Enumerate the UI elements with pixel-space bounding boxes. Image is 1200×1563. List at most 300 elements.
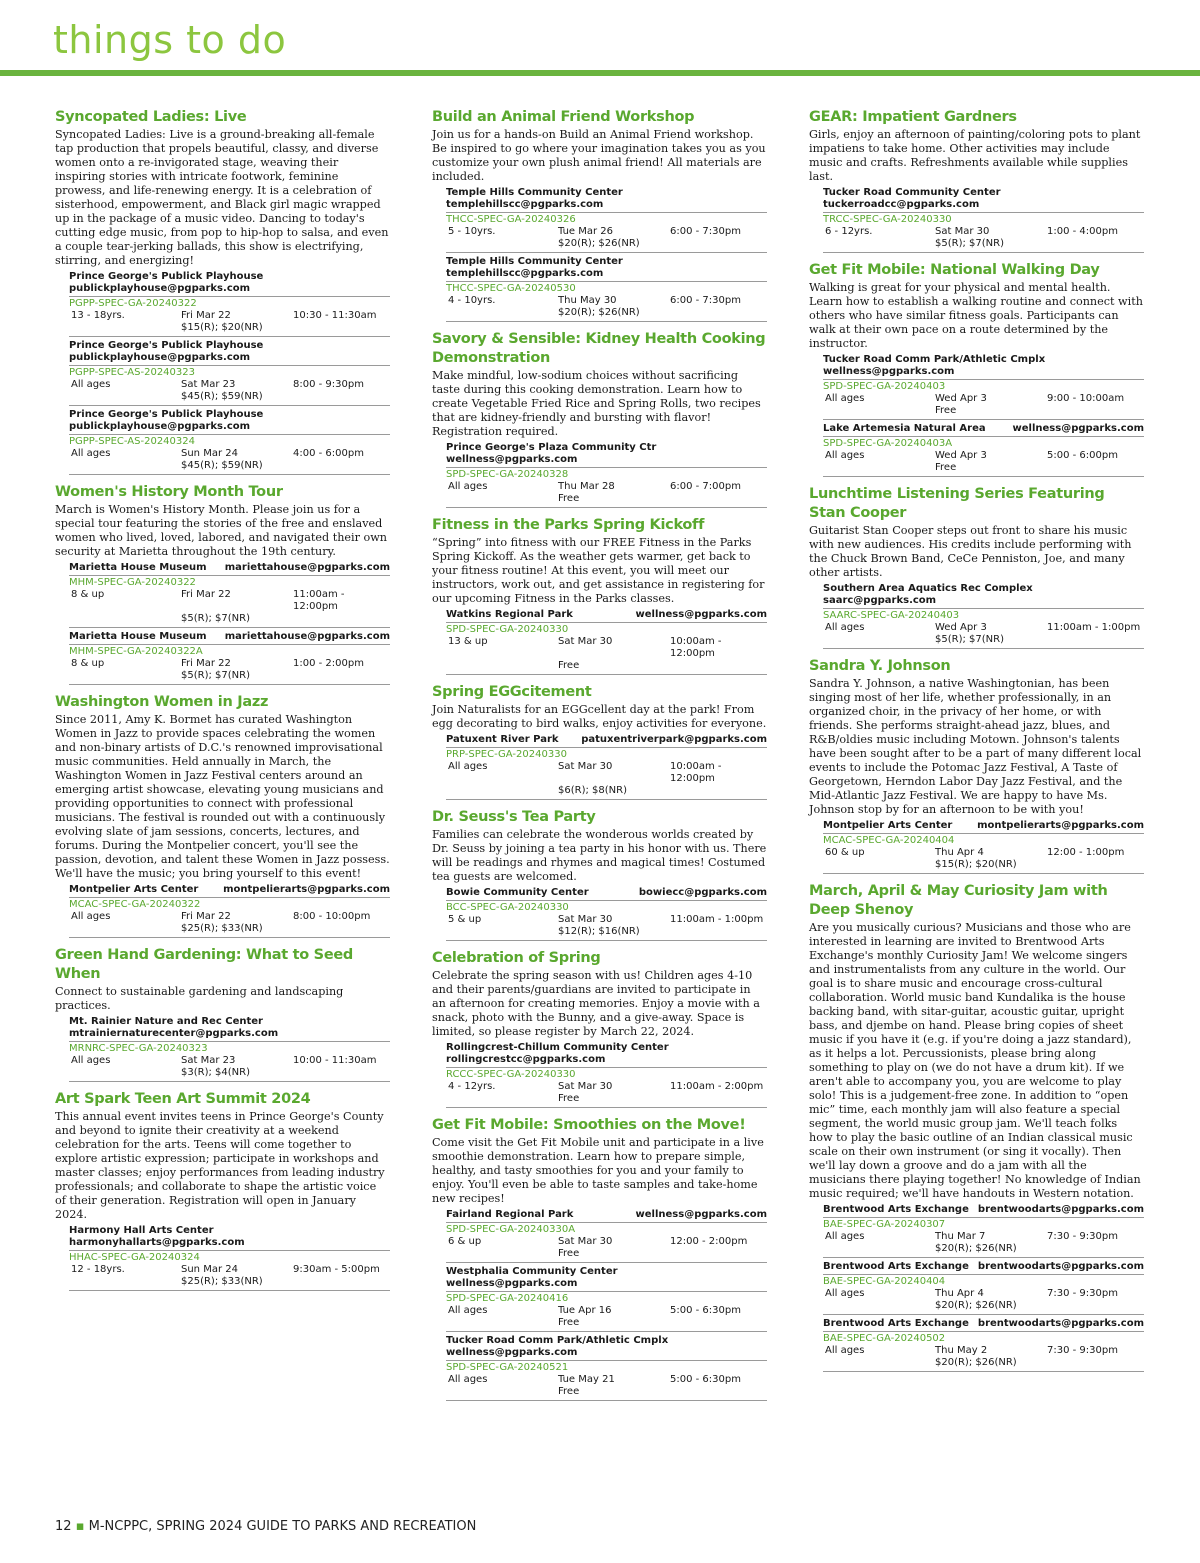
session-date: Wed Apr 3	[935, 393, 987, 404]
session-block	[69, 340, 390, 406]
activity-code: SPD-SPEC-GA-20240416	[446, 1291, 767, 1305]
venue-email[interactable]: brentwoodarts@pgparks.com	[977, 1261, 1144, 1272]
venue-name: Fairland Regional Park	[446, 1209, 574, 1220]
session-date: Sat Mar 30	[558, 1236, 613, 1247]
session-date: Thu May 2	[935, 1345, 988, 1356]
session-date: Sat Mar 23	[181, 379, 236, 390]
venue-email[interactable]: publickplayhouse@pgparks.com	[69, 352, 251, 363]
venue-name: Harmony Hall Arts Center	[69, 1225, 214, 1236]
title-rule	[0, 70, 1200, 76]
activity-code: THCC-SPEC-GA-20240326	[446, 212, 767, 226]
session-details	[446, 226, 767, 238]
column-3	[809, 108, 1144, 1380]
session-time: 6:00 - 7:30pm	[670, 295, 741, 306]
session-fee: $20(R); $26(NR)	[935, 1243, 1017, 1254]
session-block	[69, 884, 390, 938]
event-description: “Spring” into fitness with our FREE Fitness in the Parks Spring Kickoff. As the weather gets warmer, get back to your fitness routine! At this event, you will meet our instructors, work out, and get assistance in registering for our upcoming Fitness in the Parks classes.	[432, 536, 765, 605]
footer-separator: ▪	[75, 1519, 85, 1534]
page-footer	[55, 1519, 476, 1534]
session-location	[446, 734, 767, 746]
session-time: 5:00 - 6:30pm	[670, 1305, 741, 1316]
venue-name: Westphalia Community Center	[446, 1266, 618, 1277]
event-listing	[432, 949, 767, 1108]
session-fee: $5(R); $7(NR)	[935, 238, 1004, 249]
event-title: Get Fit Mobile: Smoothies on the Move!	[432, 1117, 746, 1133]
event-listing	[55, 1090, 390, 1291]
session-time: 5:00 - 6:00pm	[1047, 450, 1118, 461]
session-fee: Free	[558, 1386, 580, 1397]
venue-name: Marietta House Museum	[69, 562, 207, 573]
venue-name: Brentwood Arts Exchange	[823, 1204, 969, 1215]
event-description: Walking is great for your physical and mental health. Learn how to establish a walking routine and connect with others who have similar fitness goals. Participants can walk at their own pace on a route determined by the instructor.	[809, 281, 1143, 350]
event-listing	[55, 946, 390, 1082]
activity-code: SPD-SPEC-GA-20240330A	[446, 1222, 767, 1236]
venue-name: Temple Hills Community Center	[446, 256, 623, 267]
session-details	[69, 1055, 390, 1067]
activity-code: HHAC-SPEC-GA-20240324	[69, 1250, 390, 1264]
event-title: Build an Animal Friend Workshop	[432, 109, 695, 125]
session-details	[823, 450, 1144, 462]
event-description: Come visit the Get Fit Mobile unit and participate in a live smoothie demonstration. Learn how to prepare simple, healthy, and tasty smoothies for you and your family to enjoy. You'll even be able to taste samples and take-home new recipes!	[432, 1136, 764, 1205]
session-date: Thu Mar 7	[935, 1231, 986, 1242]
event-description: Guitarist Stan Cooper steps out front to share his music with new audiences. His credits include performing with the Chuck Brown Band, CeCe Penniston, Joe, and many other artists.	[809, 524, 1132, 579]
session-block	[446, 1335, 767, 1401]
event-listing	[809, 108, 1144, 253]
event-description: Families can celebrate the wonderous worlds created by Dr. Seuss by joining a tea party in his honor with us. There will be readings and rhymes and magical times! Costumed tea guests are welcomed.	[432, 828, 767, 883]
venue-name: Tucker Road Comm Park/Athletic Cmplx	[446, 1335, 669, 1346]
session-fee: Free	[558, 1317, 580, 1328]
session-location	[823, 1204, 1144, 1216]
event-listing	[809, 657, 1144, 874]
session-details	[446, 914, 767, 926]
session-location	[446, 1209, 767, 1221]
venue-name: Tucker Road Comm Park/Athletic Cmplx	[823, 354, 1046, 365]
session-location	[823, 1318, 1144, 1330]
session-date: Sun Mar 24	[181, 448, 238, 459]
session-location	[69, 562, 390, 574]
session-ages: All ages	[71, 448, 111, 459]
event-listing	[432, 108, 767, 322]
venue-name: Patuxent River Park	[446, 734, 559, 745]
event-title: Washington Women in Jazz	[55, 694, 269, 710]
session-details	[69, 1264, 390, 1276]
session-details	[69, 310, 390, 322]
session-ages: All ages	[448, 761, 488, 772]
session-details	[69, 911, 390, 923]
session-block	[446, 187, 767, 253]
session-date: Sat Mar 30	[558, 1081, 613, 1092]
venue-email[interactable]: brentwoodarts@pgparks.com	[977, 1204, 1144, 1215]
venue-name: Brentwood Arts Exchange	[823, 1318, 969, 1329]
event-title: Get Fit Mobile: National Walking Day	[809, 262, 1100, 278]
session-ages: All ages	[825, 450, 865, 461]
session-time: 12:00 - 1:00pm	[1047, 847, 1125, 858]
session-details	[823, 847, 1144, 859]
activity-code: THCC-SPEC-GA-20240530	[446, 281, 767, 295]
venue-email[interactable]: harmonyhallarts@pgparks.com	[69, 1237, 245, 1248]
venue-email[interactable]: tuckerroadcc@pgparks.com	[823, 199, 980, 210]
event-listing	[809, 882, 1144, 1372]
session-location	[69, 631, 390, 643]
event-listing	[55, 483, 390, 685]
session-block	[823, 820, 1144, 874]
event-description: Join us for a hands-on Build an Animal Friend workshop. Be inspired to go where your imagination takes you as you customize your own plush animal friend! All materials are included.	[432, 128, 766, 183]
event-title: Dr. Seuss's Tea Party	[432, 809, 596, 825]
venue-email[interactable]: mariettahouse@pgparks.com	[224, 631, 390, 642]
session-block	[823, 1318, 1144, 1372]
session-details	[446, 1305, 767, 1317]
activity-code: PGPP-SPEC-AS-20240324	[69, 434, 390, 448]
venue-email[interactable]: templehillscc@pgparks.com	[446, 199, 604, 210]
session-details	[446, 295, 767, 307]
session-date: Sat Mar 30	[558, 914, 613, 925]
event-title: Lunchtime Listening Series Featuring Stan Cooper	[809, 486, 1105, 521]
activity-code: SAARC-SPEC-GA-20240403	[823, 608, 1144, 622]
venue-name: Montpelier Arts Center	[823, 820, 953, 831]
venue-name: Prince George's Publick Playhouse	[69, 271, 264, 282]
activity-code: MCAC-SPEC-GA-20240322	[69, 897, 390, 911]
session-location	[69, 884, 390, 896]
session-time: 10:00am - 12:00pm	[670, 636, 722, 659]
session-fee: Free	[558, 493, 580, 504]
session-ages: 5 & up	[448, 914, 482, 925]
session-block	[69, 1016, 390, 1082]
session-time: 1:00 - 4:00pm	[1047, 226, 1118, 237]
session-block	[446, 1209, 767, 1263]
event-title: Celebration of Spring	[432, 950, 601, 966]
session-date: Tue Mar 26	[558, 226, 614, 237]
event-description: Girls, enjoy an afternoon of painting/coloring pots to plant impatiens to take home. Other activities may include music and crafts. Refreshments available while supplies last.	[809, 128, 1141, 183]
page-number: 12	[55, 1519, 72, 1534]
session-fee: Free	[558, 660, 580, 671]
event-title: March, April & May Curiosity Jam with Deep Shenoy	[809, 883, 1108, 918]
session-block	[446, 442, 767, 508]
session-time: 11:00am - 1:00pm	[670, 914, 764, 925]
activity-code: SPD-SPEC-GA-20240330	[446, 622, 767, 636]
venue-name: Watkins Regional Park	[446, 609, 573, 620]
session-date: Fri Mar 22	[181, 911, 231, 922]
event-listing	[432, 516, 767, 675]
session-time: 8:00 - 9:30pm	[293, 379, 364, 390]
session-block	[823, 1261, 1144, 1315]
session-fee: $5(R); $7(NR)	[181, 670, 250, 681]
venue-email[interactable]: montpelierarts@pgparks.com	[977, 820, 1144, 831]
event-title: Green Hand Gardening: What to Seed When	[55, 947, 353, 982]
activity-code: SPD-SPEC-GA-20240328	[446, 467, 767, 481]
session-fee: $25(R); $33(NR)	[181, 1276, 263, 1287]
session-block	[446, 734, 767, 800]
session-fee: $45(R); $59(NR)	[181, 391, 263, 402]
venue-email[interactable]: mtrainiernaturecenter@pgparks.com	[69, 1028, 279, 1039]
session-time: 11:00am - 12:00pm	[293, 589, 345, 612]
venue-email[interactable]: wellness@pgparks.com	[823, 366, 955, 377]
session-ages: All ages	[825, 1231, 865, 1242]
session-block	[69, 271, 390, 337]
session-details	[69, 379, 390, 391]
activity-code: BAE-SPEC-GA-20240502	[823, 1331, 1144, 1345]
event-listing	[432, 808, 767, 941]
session-fee: $3(R); $4(NR)	[181, 1067, 250, 1078]
venue-name: Lake Artemesia Natural Area	[823, 423, 986, 434]
session-details	[446, 1374, 767, 1386]
column-2	[432, 108, 767, 1409]
session-ages: 4 - 12yrs.	[448, 1081, 496, 1092]
event-description: This annual event invites teens in Prince George's County and beyond to ignite their creativity at a weekend celebration for the arts. Teens will come together to explore artistic expression; participate in workshops and master classes; enjoy performances from leading industry professionals; and collaborate to shape the artistic voice of their generation. Registration will open in January 2024.	[55, 1110, 385, 1221]
venue-email[interactable]: wellness@pgparks.com	[446, 454, 578, 465]
activity-code: BCC-SPEC-GA-20240330	[446, 900, 767, 914]
session-date: Sat Mar 30	[558, 636, 613, 647]
session-time: 10:00am - 12:00pm	[670, 761, 722, 784]
activity-code: PRP-SPEC-GA-20240330	[446, 747, 767, 761]
event-listing	[55, 108, 390, 475]
session-time: 11:00am - 1:00pm	[1047, 622, 1141, 633]
event-description: Celebrate the spring season with us! Children ages 4-10 and their parents/guardians are invited to participate in an afternoon for creating memories. Enjoy a movie with a snack, photo with the Bunny, and a give-away. Space is limited, so please register by March 22, 2024.	[432, 969, 760, 1038]
footer-text: M-NCPPC, SPRING 2024 GUIDE TO PARKS AND RECREATION	[88, 1519, 477, 1534]
session-ages: 13 & up	[448, 636, 488, 647]
event-description: Syncopated Ladies: Live is a ground-breaking all-female tap production that propels beautiful, classy, and diverse women onto a re-invigorated stage, weaving their inspiring stories with intricate footwork, feminine prowess, and life-renewing energy. It is a celebration of sisterhood, empowerment, and Black girl magic wrapped up in the package of a music video. Dancing to today's cutting edge music, from pop to hip-hop to salsa, and even a couple tear-jerking ballads, this show is electrifying, stirring, and energizing!	[55, 128, 389, 267]
session-date: Fri Mar 22	[181, 589, 231, 600]
venue-name: Prince George's Plaza Community Ctr	[446, 442, 657, 453]
activity-code: MRNRC-SPEC-GA-20240323	[69, 1041, 390, 1055]
session-fee: Free	[558, 1248, 580, 1259]
session-date: Thu May 30	[558, 295, 617, 306]
session-details	[823, 1345, 1144, 1357]
venue-email[interactable]: patuxentriverpark@pgparks.com	[581, 734, 767, 745]
session-ages: All ages	[71, 1055, 111, 1066]
session-details	[446, 1236, 767, 1248]
venue-name: Bowie Community Center	[446, 887, 589, 898]
session-date: Sat Mar 23	[181, 1055, 236, 1066]
session-fee: $20(R); $26(NR)	[558, 307, 640, 318]
session-ages: 5 - 10yrs.	[448, 226, 496, 237]
session-time: 5:00 - 6:30pm	[670, 1374, 741, 1385]
session-details	[823, 1288, 1144, 1300]
session-details	[69, 448, 390, 460]
session-ages: 4 - 10yrs.	[448, 295, 496, 306]
session-details	[823, 226, 1144, 238]
event-description: Connect to sustainable gardening and landscaping practices.	[55, 985, 344, 1012]
venue-email[interactable]: wellness@pgparks.com	[635, 1209, 767, 1220]
event-listing	[432, 683, 767, 800]
venue-name: Rollingcrest-Chillum Community Center	[446, 1042, 669, 1053]
session-time: 9:30am - 5:00pm	[293, 1264, 380, 1275]
column-1	[55, 108, 390, 1299]
session-ages: All ages	[448, 1374, 488, 1385]
event-title: Art Spark Teen Art Summit 2024	[55, 1091, 311, 1107]
session-block	[823, 583, 1144, 649]
session-ages: All ages	[448, 481, 488, 492]
venue-email[interactable]: bowiecc@pgparks.com	[638, 887, 767, 898]
session-fee: $20(R); $26(NR)	[935, 1300, 1017, 1311]
venue-email[interactable]: publickplayhouse@pgparks.com	[69, 283, 251, 294]
session-time: 1:00 - 2:00pm	[293, 658, 364, 669]
venue-name: Brentwood Arts Exchange	[823, 1261, 969, 1272]
session-date: Thu Apr 4	[935, 1288, 984, 1299]
session-time: 6:00 - 7:00pm	[670, 481, 741, 492]
venue-email[interactable]: wellness@pgparks.com	[635, 609, 767, 620]
event-description: March is Women's History Month. Please join us for a special tour featuring the stories of the free and enslaved women who lived, loved, labored, and navigated their own security at Marietta throughout the 19th century.	[55, 503, 388, 558]
session-block	[446, 1266, 767, 1332]
session-details	[69, 589, 390, 613]
event-description: Join Naturalists for an EGGcellent day at the park! From egg decorating to bird walks, enjoy activities for everyone.	[432, 703, 767, 730]
event-title: Spring EGGcitement	[432, 684, 592, 700]
activity-code: SPD-SPEC-GA-20240521	[446, 1360, 767, 1374]
session-fee: $15(R); $20(NR)	[181, 322, 263, 333]
page-title: things to do	[53, 18, 287, 62]
venue-email[interactable]: montpelierarts@pgparks.com	[223, 884, 390, 895]
session-ages: 13 - 18yrs.	[71, 310, 125, 321]
venue-email[interactable]: wellness@pgparks.com	[1012, 423, 1144, 434]
session-date: Sat Mar 30	[935, 226, 990, 237]
session-details	[446, 636, 767, 660]
session-block	[823, 354, 1144, 420]
session-details	[823, 622, 1144, 634]
venue-name: Marietta House Museum	[69, 631, 207, 642]
session-date: Fri Mar 22	[181, 658, 231, 669]
session-date: Sun Mar 24	[181, 1264, 238, 1275]
activity-code: PGPP-SPEC-GA-20240322	[69, 296, 390, 310]
session-time: 7:30 - 9:30pm	[1047, 1345, 1118, 1356]
venue-name: Prince George's Publick Playhouse	[69, 409, 264, 420]
venue-email[interactable]: brentwoodarts@pgparks.com	[977, 1318, 1144, 1329]
session-details	[446, 1081, 767, 1093]
session-time: 4:00 - 6:00pm	[293, 448, 364, 459]
activity-code: BAE-SPEC-GA-20240404	[823, 1274, 1144, 1288]
session-fee: $5(R); $7(NR)	[181, 613, 250, 624]
event-listing	[432, 1116, 767, 1401]
session-block	[446, 887, 767, 941]
session-details	[446, 761, 767, 785]
session-date: Sat Mar 30	[558, 761, 613, 772]
session-fee: Free	[935, 405, 957, 416]
activity-code: PGPP-SPEC-AS-20240323	[69, 365, 390, 379]
activity-code: RCCC-SPEC-GA-20240330	[446, 1067, 767, 1081]
session-block	[823, 423, 1144, 477]
session-details	[69, 658, 390, 670]
session-block	[446, 1042, 767, 1108]
session-time: 7:30 - 9:30pm	[1047, 1288, 1118, 1299]
venue-name: Mt. Rainier Nature and Rec Center	[69, 1016, 263, 1027]
activity-code: TRCC-SPEC-GA-20240330	[823, 212, 1144, 226]
venue-name: Prince George's Publick Playhouse	[69, 340, 264, 351]
session-fee: $15(R); $20(NR)	[935, 859, 1017, 870]
venue-email[interactable]: mariettahouse@pgparks.com	[224, 562, 390, 573]
session-time: 7:30 - 9:30pm	[1047, 1231, 1118, 1242]
session-block	[69, 1225, 390, 1291]
session-date: Tue Apr 16	[558, 1305, 612, 1316]
session-date: Fri Mar 22	[181, 310, 231, 321]
session-date: Thu Apr 4	[935, 847, 984, 858]
event-description: Make mindful, low-sodium choices without sacrificing taste during this cooking demonstration. Learn how to create Vegetable Fried Rice and Spring Rolls, two recipes that are kidney-friendly and bursting with flavor! Registration required.	[432, 369, 761, 438]
session-block	[446, 609, 767, 675]
event-listing	[55, 693, 390, 938]
session-ages: 12 - 18yrs.	[71, 1264, 125, 1275]
session-block	[69, 409, 390, 475]
session-ages: 8 & up	[71, 589, 105, 600]
event-title: Women's History Month Tour	[55, 484, 283, 500]
session-ages: 60 & up	[825, 847, 865, 858]
session-block	[446, 256, 767, 322]
session-ages: All ages	[71, 911, 111, 922]
activity-code: SPD-SPEC-GA-20240403A	[823, 436, 1144, 450]
session-fee: $12(R); $16(NR)	[558, 926, 640, 937]
session-ages: All ages	[825, 1345, 865, 1356]
session-date: Tue May 21	[558, 1374, 615, 1385]
venue-email[interactable]: rollingcrestcc@pgparks.com	[446, 1054, 606, 1065]
venue-email[interactable]: templehillscc@pgparks.com	[446, 268, 604, 279]
session-fee: $20(R); $26(NR)	[558, 238, 640, 249]
venue-email[interactable]: wellness@pgparks.com	[446, 1278, 578, 1289]
activity-code: SPD-SPEC-GA-20240403	[823, 379, 1144, 393]
event-listing	[809, 261, 1144, 477]
session-date: Thu Mar 28	[558, 481, 615, 492]
session-location	[446, 887, 767, 899]
session-fee: Free	[935, 462, 957, 473]
venue-email[interactable]: publickplayhouse@pgparks.com	[69, 421, 251, 432]
session-date: Wed Apr 3	[935, 450, 987, 461]
session-block	[823, 187, 1144, 253]
session-details	[446, 481, 767, 493]
session-location	[823, 820, 1144, 832]
event-description: Sandra Y. Johnson, a native Washingtonian, has been singing most of her life, whether professionally, in an organized choir, in the privacy of her home, or with friends. She performs straight-ahead jazz, blues, and R&B/oldies music including Motown. Johnson's talents have been sought after to be a part of many different local events to include the Potomac Jazz Festival, A Taste of Georgetown, Herndon Labor Day Jazz Festival, and the Mid-Atlantic Jazz Festival. We are happy to have Ms. Johnson stop by for an afternoon to be with you!	[809, 677, 1142, 816]
session-block	[69, 631, 390, 685]
session-fee: $6(R); $8(NR)	[558, 785, 627, 796]
event-title: Syncopated Ladies: Live	[55, 109, 247, 125]
session-ages: All ages	[825, 393, 865, 404]
event-listing	[809, 485, 1144, 649]
activity-code: MHM-SPEC-GA-20240322A	[69, 644, 390, 658]
session-fee: $5(R); $7(NR)	[935, 634, 1004, 645]
session-time: 11:00am - 2:00pm	[670, 1081, 764, 1092]
session-time: 6:00 - 7:30pm	[670, 226, 741, 237]
event-title: GEAR: Impatient Gardners	[809, 109, 1017, 125]
event-description: Are you musically curious? Musicians and those who are interested in learning are invited to Brentwood Arts Exchange's monthly Curiosity Jam! We welcome singers and instrumentalists from any culture in the world. Our goal is to share music and encourage cross-cultural collaboration. World music band Kundalika is the house backing band, with sitar-guitar, acoustic guitar, upright bass, and djembe on hand. Please bring copies of sheet music if you have it (e.g. if you're doing a jazz standard), as it helps a lot. Percussionists, please bring along something to play on (we do not have a drum kit). If we aren't able to accompany you, you are welcome to play solo! This is a judgement-free zone. In addition to “open mic” time, each monthly jam will also feature a special segment, the world music group jam. We'll teach folks how to play the basic outline of an Indian classical music scale on their own instrument (or sing it vocally). Then we'll lay down a groove and do a jam with all the musicians there playing together! No knowledge of Indian music required; we'll have handouts in Western notation.	[809, 921, 1141, 1200]
session-date: Wed Apr 3	[935, 622, 987, 633]
session-ages: 6 - 12yrs.	[825, 226, 873, 237]
venue-name: Montpelier Arts Center	[69, 884, 199, 895]
venue-name: Tucker Road Community Center	[823, 187, 1001, 198]
session-ages: All ages	[825, 622, 865, 633]
event-title: Sandra Y. Johnson	[809, 658, 951, 674]
event-listing	[432, 330, 767, 508]
event-title: Savory & Sensible: Kidney Health Cooking Demonstration	[432, 331, 766, 366]
session-block	[69, 562, 390, 628]
session-details	[823, 1231, 1144, 1243]
session-time: 10:30 - 11:30am	[293, 310, 377, 321]
session-location	[823, 1261, 1144, 1273]
session-block	[823, 1204, 1144, 1258]
activity-code: MHM-SPEC-GA-20240322	[69, 575, 390, 589]
session-time: 10:00 - 11:30am	[293, 1055, 377, 1066]
venue-email[interactable]: wellness@pgparks.com	[446, 1347, 578, 1358]
venue-email[interactable]: saarc@pgparks.com	[823, 595, 937, 606]
session-time: 12:00 - 2:00pm	[670, 1236, 748, 1247]
session-ages: All ages	[448, 1305, 488, 1316]
session-location	[823, 423, 1144, 435]
session-fee: $45(R); $59(NR)	[181, 460, 263, 471]
venue-name: Temple Hills Community Center	[446, 187, 623, 198]
session-fee: Free	[558, 1093, 580, 1104]
session-ages: 6 & up	[448, 1236, 482, 1247]
event-title: Fitness in the Parks Spring Kickoff	[432, 517, 705, 533]
session-time: 8:00 - 10:00pm	[293, 911, 371, 922]
session-fee: $20(R); $26(NR)	[935, 1357, 1017, 1368]
session-ages: All ages	[825, 1288, 865, 1299]
session-ages: 8 & up	[71, 658, 105, 669]
session-time: 9:00 - 10:00am	[1047, 393, 1125, 404]
session-details	[823, 393, 1144, 405]
activity-code: MCAC-SPEC-GA-20240404	[823, 833, 1144, 847]
